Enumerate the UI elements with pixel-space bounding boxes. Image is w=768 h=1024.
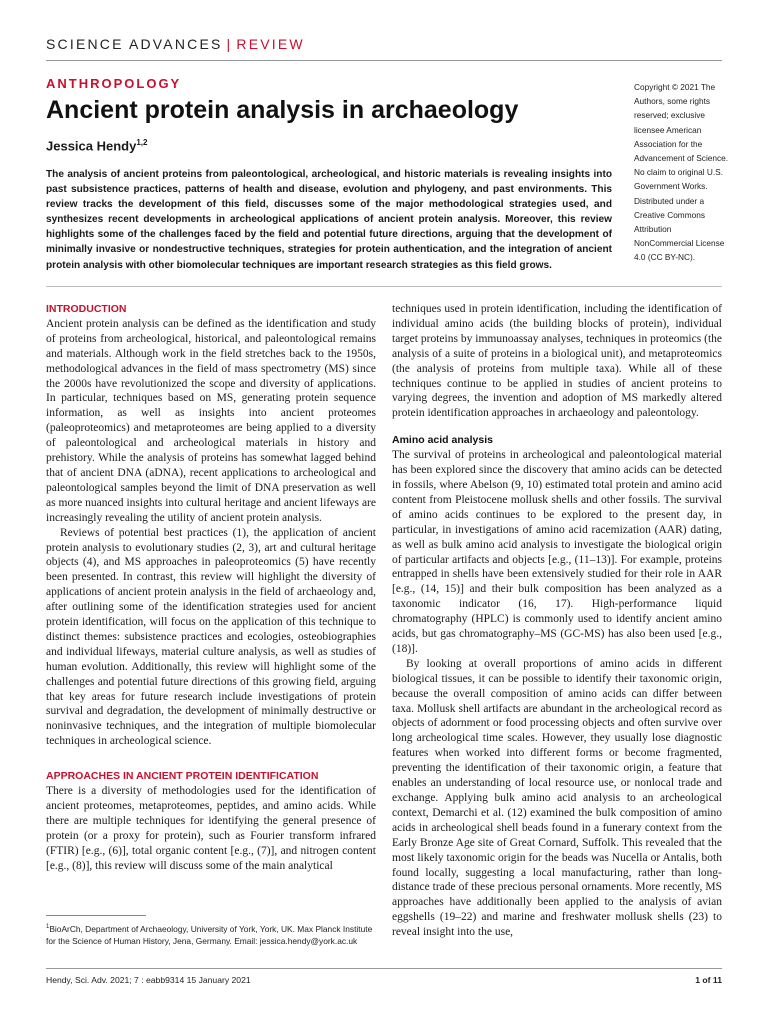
footnote-text: BioArCh, Department of Archaeology, University of York, York, UK. Max Planck Institute for the Science of Human History, Jena, Germany. Email: jessica.hendy@york.ac.uk: [46, 923, 373, 946]
journal-header: [46, 36, 305, 52]
abstract-rule: [46, 286, 722, 287]
footer-rule: [46, 968, 722, 969]
continued-paragraph: techniques used in protein identification, including the identification of individual amino acids (the building blocks of protein), individual target proteins by immunoassay analyses, techniques in proteomics (the analysis of a suite of proteins in a biological unit), and metaproteomics (the analysis of proteins from multiple taxa). While all of these techniques continue to be applied in studies of ancient proteins to varying degrees, the invention and adoption of MS markedly altered protein identification approaches in archaeology and paleontology.: [392, 303, 722, 420]
left-column: [46, 302, 376, 874]
page-number: 1 of 11: [695, 975, 722, 985]
approaches-paragraph-1: There is a diversity of methodologies used for the identification of ancient proteomes, metaproteomes, peptides, and amino acids. While there are multiple techniques for identifying the general presence of protein (or a proxy for protein), such as Fourier transform infrared (FTIR) [e.g., (6)], total organic content [e.g., (7)], and nitrogen content [e.g., (8)], this review will discuss some of the main analytical: [46, 785, 376, 872]
author-name: Jessica Hendy: [46, 138, 137, 154]
abstract: The analysis of ancient proteins from paleontological, archeological, and historic materials is revealing insights into past subsistence practices, patterns of health and disease, evolution and phylogeny, and past environments. This review tracks the development of this field, discusses some of the major methodological strategies used, and synthesizes recent developments in archeological applications of ancient protein analysis. Moreover, this review highlights some of the challenges faced by the field and potential future directions, arguing that the development of minimally invasive or nondestructive techniques, strategies for protein authentication, and the integration of ancient protein analysis with other biomolecular techniques are important research strategies as this field grows.: [46, 169, 612, 271]
author-affiliations: 1,2: [136, 138, 148, 147]
amino-acid-heading: Amino acid analysis: [392, 434, 493, 447]
copyright-notice: Copyright © 2021 The Authors, some rights reserved; exclusive licensee American Association for the Advancement of Science. No claim to original U.S. Government Works. Distributed under a Creative Commons Attribution NonCommercial License 4.0 (CC BY-NC).: [634, 82, 729, 263]
intro-paragraph-1: Ancient protein analysis can be defined as the identification and study of proteins from archeological, historical, and paleontological remains and materials. Although work in the field stretches back to the 1950s, methodological advances in the field of mass spectrometry (MS) since the 2000s have revolutionized the scope and diversity of applications. In particular, techniques based on MS, generating protein sequence information, as well as insights into ancient proteomes (paleoproteomics) and metaproteomes are being applied to a diversity of paleontological and archeological materials in history and prehistory. While the analysis of proteins has somewhat lagged behind that of ancient DNA (aDNA), recent applications to archeological and paleontological samples beyond the limit of DNA preservation as well as more nuanced insights into cultural heritage and ancient lifeways are increasingly revealing the utility of ancient protein analysis.: [46, 317, 376, 524]
right-column: [392, 302, 722, 940]
article-title: Ancient protein analysis in archaeology: [46, 96, 519, 124]
footnote-mark-1: 1: [46, 924, 50, 930]
footnote-rule: [46, 915, 146, 916]
intro-paragraph-2: Reviews of potential best practices (1), the application of ancient protein analysis to evolutionary studies (2, 3), art and cultural heritage objects (4), and MS approaches in paleoproteomics (5) have recently been presented. In contrast, this review will highlight the diversity of applications of ancient protein analysis in the field of archaeology and, after outlining some of the identification strategies used for ancient protein identification, will focus on the application of this technique to distinct themes: subsistence practices and ecologies, osteobiographies and individual lifeways, material culture analysis, as well as studies of human evolution. Additionally, this review will highlight some of the challenges and potential future directions of this growing field, arguing that key areas for future research include investigations of protein survival and degradation, the development of minimally destructive or noninvasive techniques, and the integration of multiple biomolecular techniques in archeological science.: [46, 526, 376, 748]
section-label: ANTHROPOLOGY: [46, 76, 182, 91]
journal-name: SCIENCE ADVANCES: [46, 36, 223, 52]
header-separator: |: [226, 36, 233, 52]
citation-footer: Hendy, Sci. Adv. 2021; 7 : eabb9314 15 January 2021: [46, 975, 251, 985]
approaches-heading: APPROACHES IN ANCIENT PROTEIN IDENTIFICATION: [46, 770, 319, 783]
section-gap: [46, 749, 376, 769]
author-line: [46, 138, 147, 153]
amino-paragraph-1: The survival of proteins in archeological and paleontological material has been explored since the discovery that amino acids can be detected in fossils, where Abelson (9, 10) estimated total protein and amino acid content from Pleistocene mollusk shells and other fossils. The survival of amino acids continues to be explored to the present day, in particular, in investigations of amino acid racemization (AAR) dating, as well as bulk amino acid analysis to investigate the biological origin of particular artifacts and objects [e.g., (11–13)]. For example, proteins entrapped in shells have been extensively studied for their role in AAR [e.g., (14, 15)] and their bulk composition has been analyzed as a taxonomic indicator (16, 17). High-performance liquid chromatography (HPLC) is commonly used to identify ancient amino acids, but gas chromatography–MS (GC-MS) has also been used [e.g., (18)].: [392, 449, 722, 655]
article-type: REVIEW: [236, 36, 305, 52]
affiliation-footnote: [46, 921, 382, 947]
header-rule: [46, 60, 722, 61]
introduction-heading: INTRODUCTION: [46, 303, 127, 315]
amino-paragraph-2: By looking at overall proportions of amino acids in different biological tissues, it can be possible to identify their taxonomic origin, because the overall composition of amino acids can differ between taxa. Mollusk shell artifacts are abundant in the archeological record as objects of adornment or food processing objects and often survive over long archeological time scales. However, they usually lose diagnostic features when worked into different forms or become fragmented, preventing the identification of their taxonomic origin, a feature that enables an understanding of local resource use, or nonlocal trade and exchange. Applying bulk amino acid analysis to an archeological context, Demarchi et al. (12) examined the bulk composition of amino acids in archeological shell beads found in a funerary context from the Early Bronze Age site of Great Cornard, Suffolk. This revealed that the most likely taxonomic origin for the beads was Nucella or Antalis, both found locally, suggesting a local manufacturing, rather than long-distance trade of these precious personal ornaments. More recently, MS approaches have additionally been applied to the analysis of avian eggshells (19–22) and marine and freshwater mollusk shells (23) to reveal insight into the use,: [392, 657, 722, 939]
